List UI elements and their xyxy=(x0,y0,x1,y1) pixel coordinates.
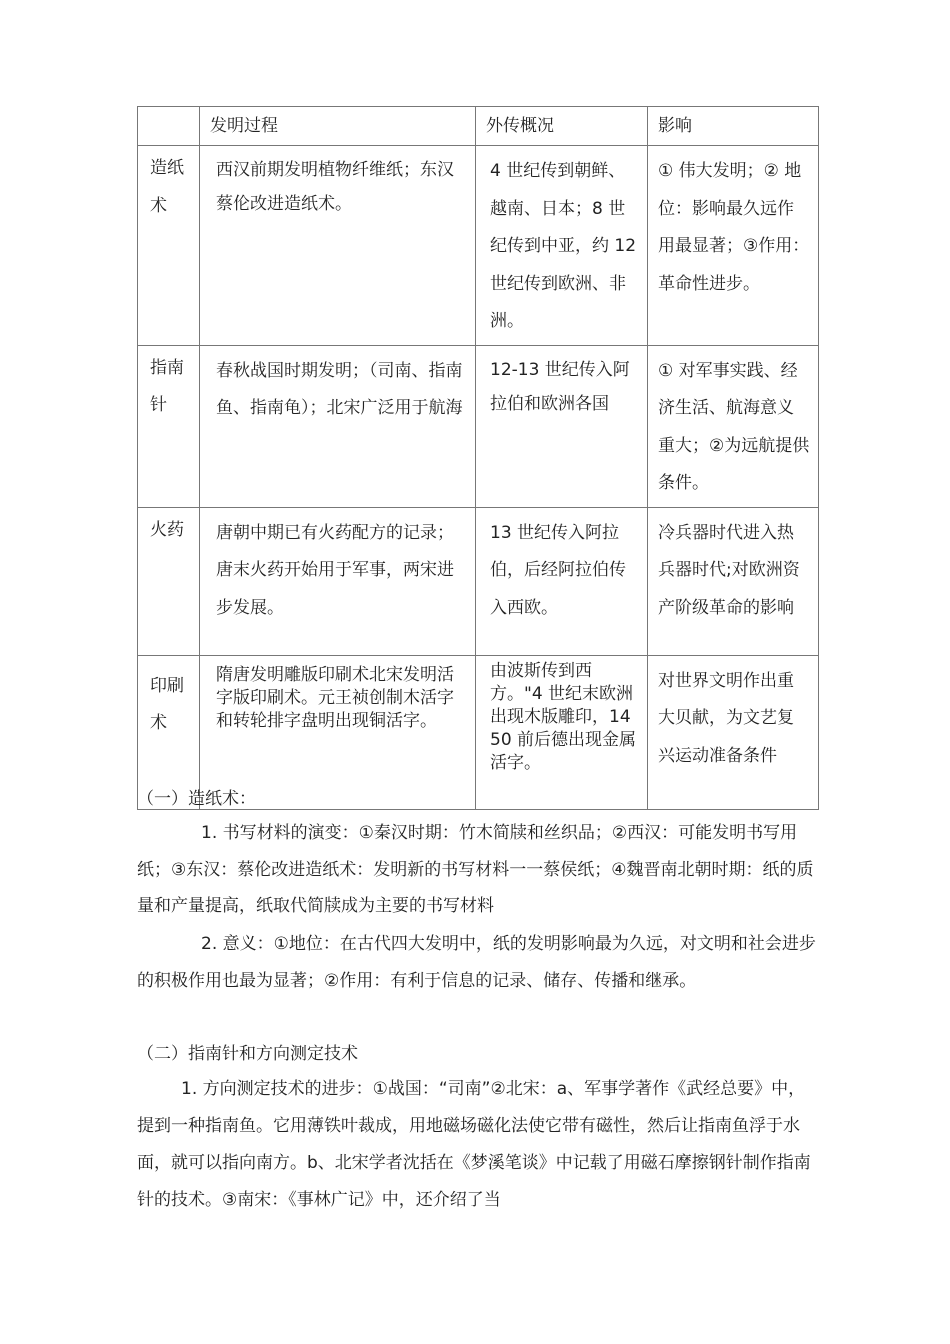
table-row xyxy=(138,345,819,507)
spread-cell: 13 世纪传入阿拉伯，后经阿拉伯传入西欧。 xyxy=(476,507,648,655)
header-cell-process: 发明过程 xyxy=(200,107,476,146)
impact-cell: ① 对军事实践、经济生活、航海意义重大；②为远航提供条件。 xyxy=(648,345,819,507)
header-cell-empty xyxy=(138,107,200,146)
spread-cell: 4 世纪传到朝鲜、越南、日本；8 世纪传到中亚，约 12 世纪传到欧洲、非洲。 xyxy=(476,146,648,346)
process-cell: 春秋战国时期发明；（司南、指南鱼、指南龟）；北宋广泛用于航海 xyxy=(200,345,476,507)
impact-cell: 冷兵器时代进入热兵器时代;对欧洲资产阶级革命的影响 xyxy=(648,507,819,655)
table-row xyxy=(138,146,819,346)
invention-name-cell: 指南针 xyxy=(138,345,200,507)
spread-cell: 12-13 世纪传入阿拉伯和欧洲各国 xyxy=(476,345,648,507)
spread-cell: 由波斯传到西方。"4 世纪末欧洲出现木版雕印，1450 前后德出现金属活字。 xyxy=(476,655,648,809)
table-header-row xyxy=(138,107,819,146)
process-cell: 唐朝中期已有火药配方的记录；唐末火药开始用于军事，两宋进步发展。 xyxy=(200,507,476,655)
invention-name-cell: 印刷术 xyxy=(138,655,200,809)
impact-cell: ① 伟大发明；② 地位：影响最久远作用最显著；③作用：革命性进步。 xyxy=(648,146,819,346)
header-cell-impact: 影响 xyxy=(648,107,819,146)
section-heading-compass: （二）指南针和方向测定技术 xyxy=(137,1044,358,1064)
process-cell: 隋唐发明雕版印刷术北宋发明活字版印刷术。元王祯创制木活字和转轮排字盘明出现铜活字。 xyxy=(200,655,476,809)
invention-name-cell: 造纸术 xyxy=(138,146,200,346)
paragraph-writing-materials: 1. 书写材料的演变：①秦汉时期：竹木简牍和丝织品；②西汉：可能发明书写用纸；③东汉：蔡伦改进造纸术：发明新的书写材料一一蔡侯纸；④魏晋南北朝时期：纸的质量和产量提高，纸取代简牍成为主要的书写材料 xyxy=(137,823,814,916)
impact-cell: 对世界文明作出重大贝献，为文艺复兴运动准备条件 xyxy=(648,655,819,809)
inventions-table xyxy=(137,106,819,810)
table-row xyxy=(138,507,819,655)
invention-name-cell: 火药 xyxy=(138,507,200,655)
paragraph-direction-technology: 1. 方向测定技术的进步：①战国：“司南”②北宋：a、军事学著作《武经总要》中，提到一种指南鱼。它用薄铁叶裁成，用地磁场磁化法使它带有磁性，然后让指南鱼浮于水面，就可以指向南方。b、北宋学者沈括在《梦溪笔谈》中记载了用磁石摩擦钢针制作指南针的技术。③南宋：《事林广记》中，还介绍了当 xyxy=(137,1079,811,1210)
header-cell-spread: 外传概况 xyxy=(476,107,648,146)
paragraph-significance: 2. 意义：①地位：在古代四大发明中，纸的发明影响最为久远，对文明和社会进步的积极作用也最为显著；②作用：有利于信息的记录、储存、传播和继承。 xyxy=(137,934,816,991)
process-cell: 西汉前期发明植物纤维纸；东汉蔡伦改进造纸术。 xyxy=(200,146,476,346)
section-heading-papermaking: （一）造纸术： xyxy=(137,789,256,809)
